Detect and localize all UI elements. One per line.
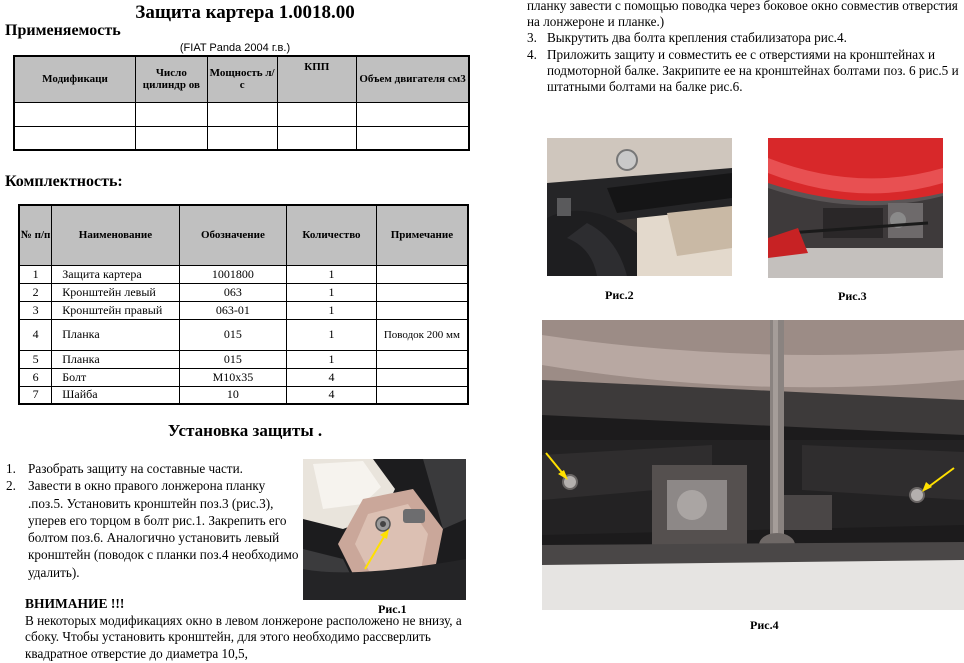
column-header: Число цилиндр ов	[135, 56, 207, 102]
part-name: Кронштейн левый	[52, 283, 179, 301]
part-code: 1001800	[179, 265, 287, 283]
table-row	[19, 319, 468, 350]
part-note: Поводок 200 мм	[376, 319, 468, 350]
kit-table	[18, 204, 469, 405]
part-note	[376, 283, 468, 301]
step-number: 4.	[527, 46, 537, 62]
applicability-header-row	[14, 56, 469, 102]
part-name: Планка	[52, 350, 179, 368]
row-number: 4	[19, 319, 52, 350]
column-header: Обозначение	[179, 205, 287, 265]
column-header: Мощность л/с	[207, 56, 277, 102]
part-name: Планка	[52, 319, 179, 350]
column-header: КПП	[277, 56, 356, 102]
table-cell	[135, 126, 207, 150]
list-item	[6, 477, 301, 581]
part-quantity: 1	[287, 283, 377, 301]
list-item	[507, 30, 962, 46]
part-note	[376, 301, 468, 319]
figure-2-caption: Рис.2	[605, 288, 634, 302]
warning-text: В некоторых модификациях окно в левом лонжероне расположено не внизу, а сбоку. Чтобы установить кронштейн, для этого необходимо рассверлить квадратное отверстие до диаметра 10,5,	[25, 613, 462, 661]
table-cell	[207, 102, 277, 126]
step-text: Приложить защиту и совместить ее с отверстиями на кронштейнах и подмоторной балке. Закрипите ее на кронштейнах болтами поз. 6 рис.5 и штатными болтами на балке рис.6.	[547, 46, 959, 95]
part-quantity: 1	[287, 265, 377, 283]
continued-text: планку завести с помощью поводка через боковое окно совместив отверстия на лонжероне и планке.)	[527, 0, 958, 30]
part-quantity: 1	[287, 301, 377, 319]
table-cell	[207, 126, 277, 150]
column-header: Модификаци	[14, 56, 135, 102]
table-row	[19, 350, 468, 368]
step-text: Разобрать защиту на составные части.	[28, 461, 243, 476]
table-row	[19, 265, 468, 283]
step-text: Завести в окно правого лонжерона планку .поз.5. Установить кронштейн поз.3 (рис.3), уперев его торцом в болт рис.1. Закрепить его болтом поз.6. Аналогично установить левый кронштейн (поводок с планки поз.4 необходимо удалить).	[28, 478, 299, 580]
table-cell	[277, 102, 356, 126]
column-header: № п/п	[19, 205, 52, 265]
table-cell	[357, 102, 469, 126]
part-name: Кронштейн правый	[52, 301, 179, 319]
step-text: Выкрутить два болта крепления стабилизатора рис.4.	[547, 30, 847, 46]
figure-4-caption: Рис.4	[750, 618, 779, 632]
steps-list	[507, 30, 962, 95]
list-item	[507, 47, 962, 96]
part-name: Шайба	[52, 386, 179, 404]
column-header: Наименование	[52, 205, 179, 265]
table-cell	[14, 126, 135, 150]
part-quantity: 1	[287, 350, 377, 368]
list-item	[6, 460, 301, 477]
table-cell	[14, 102, 135, 126]
row-number: 6	[19, 368, 52, 386]
warning-heading: ВНИМАНИЕ !!!	[25, 596, 125, 611]
row-number: 7	[19, 386, 52, 404]
document-title: Защита картера 1.0018.00	[135, 2, 355, 23]
part-quantity: 1	[287, 319, 377, 350]
table-row	[19, 368, 468, 386]
table-row	[14, 126, 469, 150]
row-number: 1	[19, 265, 52, 283]
step-number: 3.	[527, 30, 537, 46]
part-code: 10	[179, 386, 287, 404]
column-header: Объем двигателя см3	[357, 56, 469, 102]
part-name: Защита картера	[52, 265, 179, 283]
row-number: 3	[19, 301, 52, 319]
applicability-heading: Применяемость	[5, 22, 121, 39]
part-code: 015	[179, 319, 287, 350]
table-row	[19, 386, 468, 404]
part-code: 063-01	[179, 301, 287, 319]
part-note	[376, 386, 468, 404]
figure-1-photo	[303, 459, 466, 600]
table-cell	[277, 126, 356, 150]
installation-heading: Установка защиты .	[167, 421, 323, 440]
figure-1-caption: Рис.1	[378, 602, 407, 616]
column-header: Количество	[287, 205, 377, 265]
part-note	[376, 368, 468, 386]
part-name: Болт	[52, 368, 179, 386]
part-note	[376, 350, 468, 368]
part-note	[376, 265, 468, 283]
installation-steps-right	[507, 0, 962, 95]
figure-3-photo	[768, 138, 943, 278]
applicability-table	[13, 55, 470, 151]
table-row	[19, 301, 468, 319]
installation-steps-left	[6, 460, 301, 581]
part-code: М10х35	[179, 368, 287, 386]
figure-4-photo	[542, 320, 964, 610]
figure-2-photo	[547, 138, 732, 276]
part-quantity: 4	[287, 368, 377, 386]
row-number: 5	[19, 350, 52, 368]
table-cell	[357, 126, 469, 150]
vehicle-note: (FIAT Panda 2004 г.в.)	[179, 42, 291, 54]
table-row	[14, 102, 469, 126]
column-header: Примечание	[376, 205, 468, 265]
step-number: 1.	[6, 461, 16, 476]
kit-heading: Комплектность:	[5, 173, 123, 190]
step-number: 2.	[6, 478, 16, 494]
table-row	[19, 283, 468, 301]
row-number: 2	[19, 283, 52, 301]
part-quantity: 4	[287, 386, 377, 404]
figure-3-caption: Рис.3	[838, 289, 867, 303]
table-cell	[135, 102, 207, 126]
part-code: 015	[179, 350, 287, 368]
kit-header-row	[19, 205, 468, 265]
part-code: 063	[179, 283, 287, 301]
